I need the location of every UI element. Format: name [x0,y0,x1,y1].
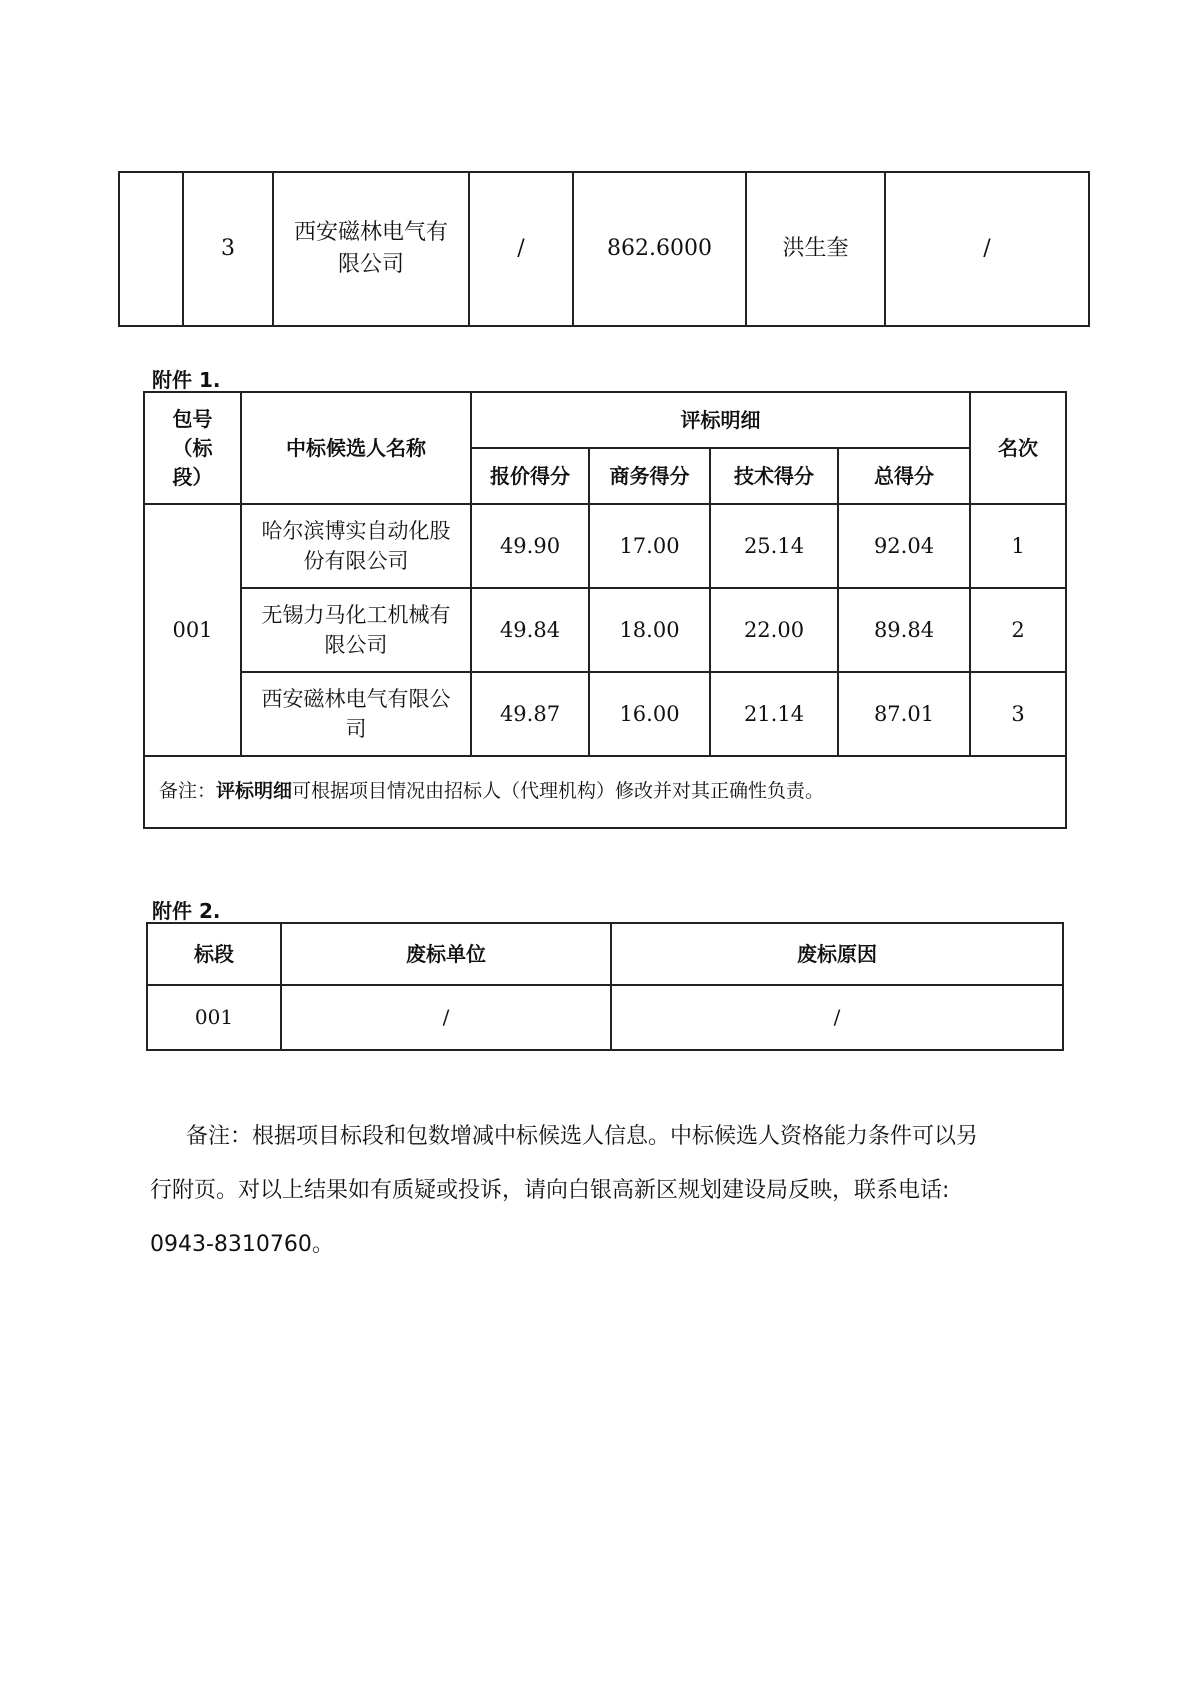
cell-blank [119,172,183,326]
header-detail: 评标明细 [471,392,970,448]
header-unit: 废标单位 [281,923,611,985]
attachment2-label: 附件 2. [152,899,221,923]
header-price-score: 报价得分 [471,448,589,504]
cell-business-score: 16.00 [589,672,710,756]
table-note [144,756,1066,828]
cell-tech-score: 21.14 [710,672,838,756]
cell-total-score: 92.04 [838,504,970,588]
header-tech-score: 技术得分 [710,448,838,504]
cell-price: 862.6000 [573,172,746,326]
table-row [144,672,1066,756]
cell-business-score: 18.00 [589,588,710,672]
header-segment: 标段 [147,923,281,985]
cell-company: 西安磁林电气有限公司 [273,172,469,326]
candidate-table-continuation [118,171,1090,327]
cell-rank: 2 [970,588,1066,672]
cell-rank: 3 [970,672,1066,756]
note-prefix: 备注： [159,780,217,803]
cell-slash: / [469,172,573,326]
table-header-row [144,392,1066,448]
evaluation-table [143,391,1067,829]
header-candidate: 中标候选人名称 [241,392,471,504]
table-note-row [144,756,1066,828]
cell-segment: 001 [147,985,281,1050]
cell-total-score: 87.01 [838,672,970,756]
cell-candidate-name: 无锡力马化工机械有限公司 [241,588,471,672]
cell-candidate-name: 西安磁林电气有限公司 [241,672,471,756]
cell-total-score: 89.84 [838,588,970,672]
cell-rank: 3 [183,172,273,326]
remark-line-3: 0943-8310760。 [150,1232,334,1257]
note-rest: 可根据项目情况由招标人（代理机构）修改并对其正确性负责。 [292,780,825,803]
cell-reason: / [611,985,1063,1050]
cell-person: 洪生奎 [746,172,885,326]
header-rank: 名次 [970,392,1066,504]
table-row [144,588,1066,672]
header-package: 包号（标段） [144,392,241,504]
table-row [119,172,1089,326]
cell-price-score: 49.87 [471,672,589,756]
table-header-row [147,923,1063,985]
cell-price-score: 49.84 [471,588,589,672]
remark-line-1: 备注：根据项目标段和包数增减中标候选人信息。中标候选人资格能力条件可以另 [186,1124,979,1149]
cell-tech-score: 22.00 [710,588,838,672]
remark-line-2: 行附页。对以上结果如有质疑或投诉，请向白银高新区规划建设局反映，联系电话: [150,1178,950,1203]
cell-tech-score: 25.14 [710,504,838,588]
cell-slash: / [885,172,1089,326]
cell-business-score: 17.00 [589,504,710,588]
rejection-table [146,922,1064,1051]
table-row [147,985,1063,1050]
header-total-score: 总得分 [838,448,970,504]
attachment1-label: 附件 1. [152,368,221,392]
cell-rank: 1 [970,504,1066,588]
table-row [144,504,1066,588]
header-business-score: 商务得分 [589,448,710,504]
header-reason: 废标原因 [611,923,1063,985]
cell-unit: / [281,985,611,1050]
cell-package: 001 [144,504,241,756]
cell-price-score: 49.90 [471,504,589,588]
cell-candidate-name: 哈尔滨博实自动化股份有限公司 [241,504,471,588]
note-bold: 评标明细 [216,780,293,803]
